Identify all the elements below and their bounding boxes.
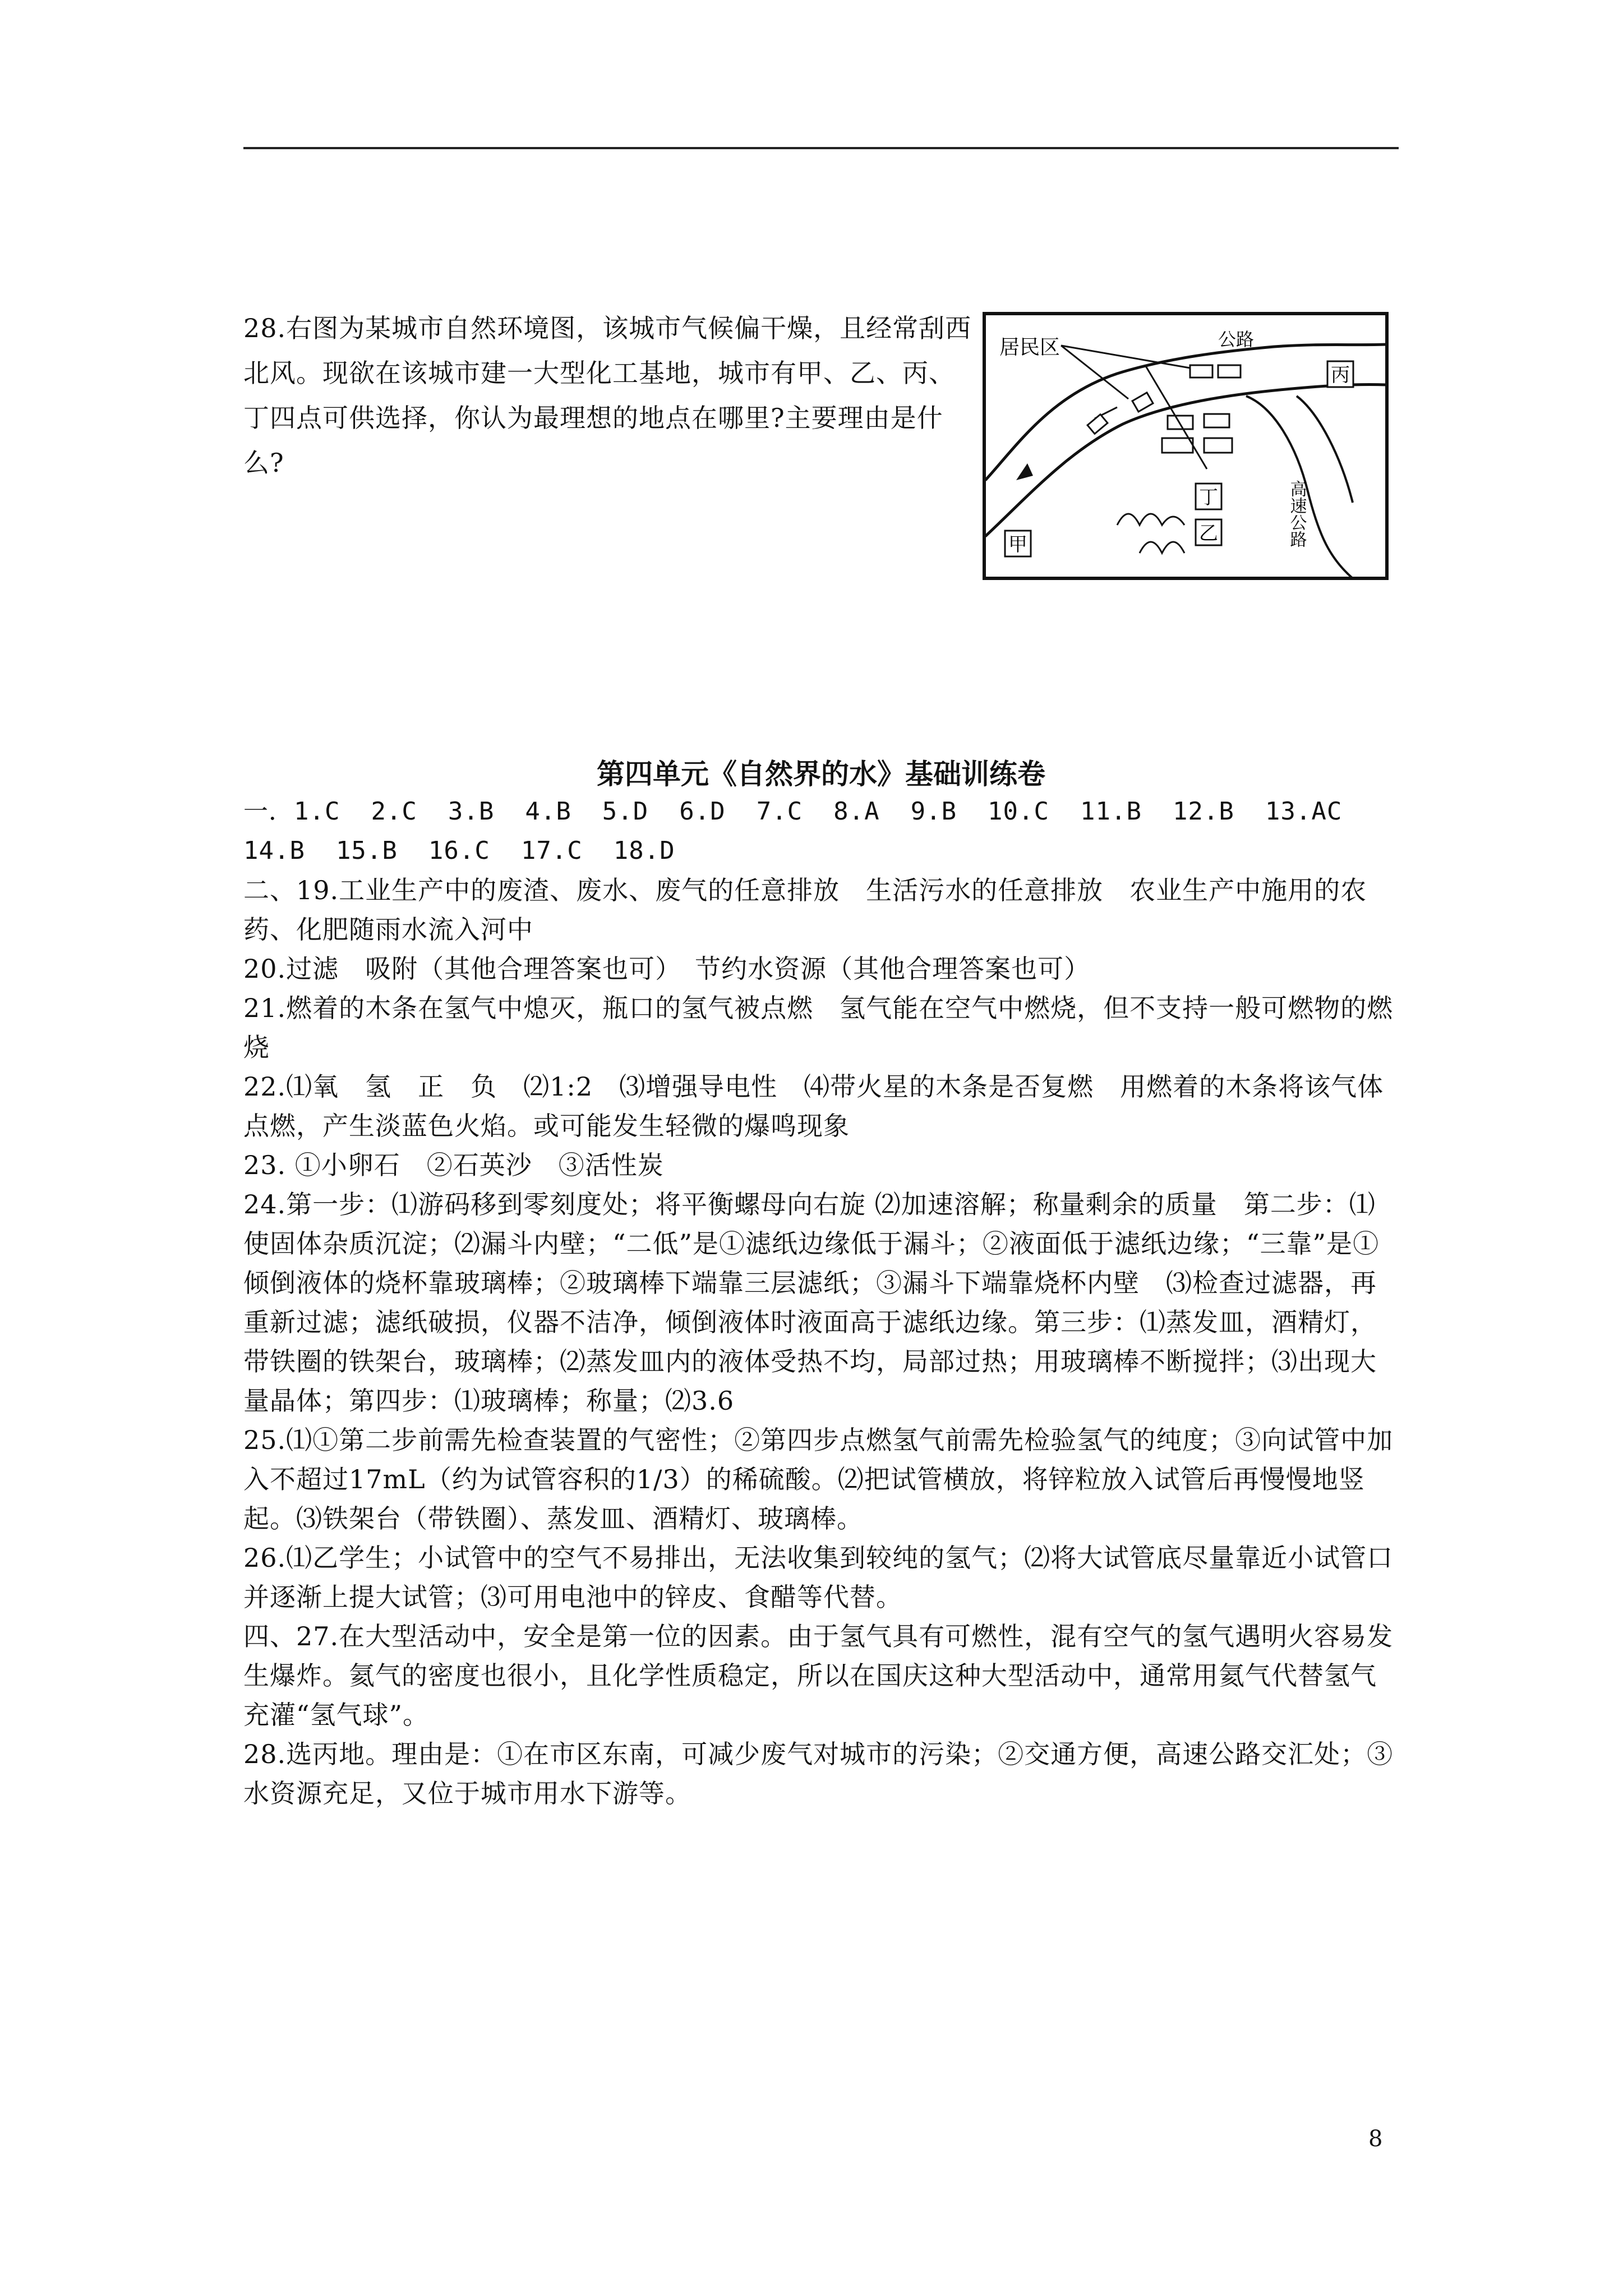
label-residential: 居民区 [999, 336, 1061, 359]
answer-25: 25.⑴①第二步前需先检查装置的气密性；②第四步点燃氢气前需先检验氢气的纯度；③向试管中加入不超过17mL（约为试管容积的1/3）的稀硫酸。⑵把试管横放，将锌粒放入试管后再慢慢地竖起。⑶铁架台（带铁圈）、蒸发皿、酒精灯、玻璃棒。 [243, 1425, 1394, 1534]
answer-19: 二、19.工业生产中的废渣、废水、废气的任意排放 生活污水的任意排放 农业生产中施用的农药、化肥随雨水流入河中 [243, 875, 1367, 945]
label-highway: 公路 [1218, 329, 1255, 350]
answer-key-body [243, 792, 1399, 1813]
point-ding: 丁 [1199, 486, 1218, 509]
map-figure [983, 312, 1389, 580]
city-environment-map [983, 312, 1389, 580]
answer-23: 23. ①小卵石 ②石英沙 ③活性炭 [243, 1150, 664, 1180]
question-28-text: 28.右图为某城市自然环境图，该城市气候偏干燥，且经常刮西北风。现欲在该城市建一大型化工基地，城市有甲、乙、丙、丁四点可供选择，你认为最理想的地点在哪里?主要理由是什么? [243, 313, 972, 478]
answer-28: 28.选丙地。理由是：①在市区东南，可减少废气对城市的污染；②交通方便，高速公路交汇处；③水资源充足，又位于城市用水下游等。 [243, 1739, 1394, 1809]
point-bing: 丙 [1331, 364, 1350, 386]
answer-27: 四、27.在大型活动中，安全是第一位的因素。由于氢气具有可燃性，混有空气的氢气遇明火容易发生爆炸。氦气的密度也很小，且化学性质稳定，所以在国庆这种大型活动中，通常用氦气代替氢气充灌“氢气球”。 [243, 1621, 1394, 1730]
header-rule [243, 147, 1399, 149]
answer-26: 26.⑴乙学生；小试管中的空气不易排出，无法收集到较纯的氢气；⑵将大试管底尽量靠近小试管口并逐渐上提大试管；⑶可用电池中的锌皮、食醋等代替。 [243, 1543, 1394, 1612]
mc-answers-line-1: 一．1.C 2.C 3.B 4.B 5.D 6.D 7.C 8.A 9.B 10.C 11.B 12.B 13.AC [243, 797, 1343, 826]
label-expressway: 高速公路 [1287, 480, 1307, 547]
point-yi: 乙 [1199, 522, 1218, 545]
answer-key-title: 第四单元《自然界的水》基础训练卷 [597, 757, 1045, 790]
mc-answers-line-2: 14.B 15.B 16.C 17.C 18.D [243, 836, 675, 865]
answer-24: 24.第一步：⑴游码移到零刻度处；将平衡螺母向右旋 ⑵加速溶解；称量剩余的质量 第二步：⑴使固体杂质沉淀；⑵漏斗内壁；“二低”是①滤纸边缘低于漏斗；②液面低于滤纸边缘；“三靠”是①倾倒液体的烧杯靠玻璃棒；②玻璃棒下端靠三层滤纸；③漏斗下端靠烧杯内壁 ⑶检查过滤器，再重新过滤；滤纸破损，仪器不洁净，倾倒液体时液面高于滤纸边缘。第三步：⑴蒸发皿，酒精灯，带铁圈的铁架台，玻璃棒；⑵蒸发皿内的液体受热不均，局部过热；用玻璃棒不断搅拌；⑶出现大量晶体；第四步：⑴玻璃棒；称量；⑵3.6 [243, 1189, 1380, 1416]
answer-22: 22.⑴氧 氢 正 负 ⑵1:2 ⑶增强导电性 ⑷带火星的木条是否复燃 用燃着的木条将该气体点燃，产生淡蓝色火焰。或可能发生轻微的爆鸣现象 [243, 1071, 1384, 1141]
answer-20: 20.过滤 吸附（其他合理答案也可） 节约水资源（其他合理答案也可） [243, 954, 1091, 984]
page-number: 8 [1368, 2126, 1383, 2152]
answer-21: 21.燃着的木条在氢气中熄灭，瓶口的氢气被点燃 氢气能在空气中燃烧，但不支持一般可燃物的燃烧 [243, 993, 1394, 1062]
point-jia: 甲 [1008, 533, 1027, 556]
